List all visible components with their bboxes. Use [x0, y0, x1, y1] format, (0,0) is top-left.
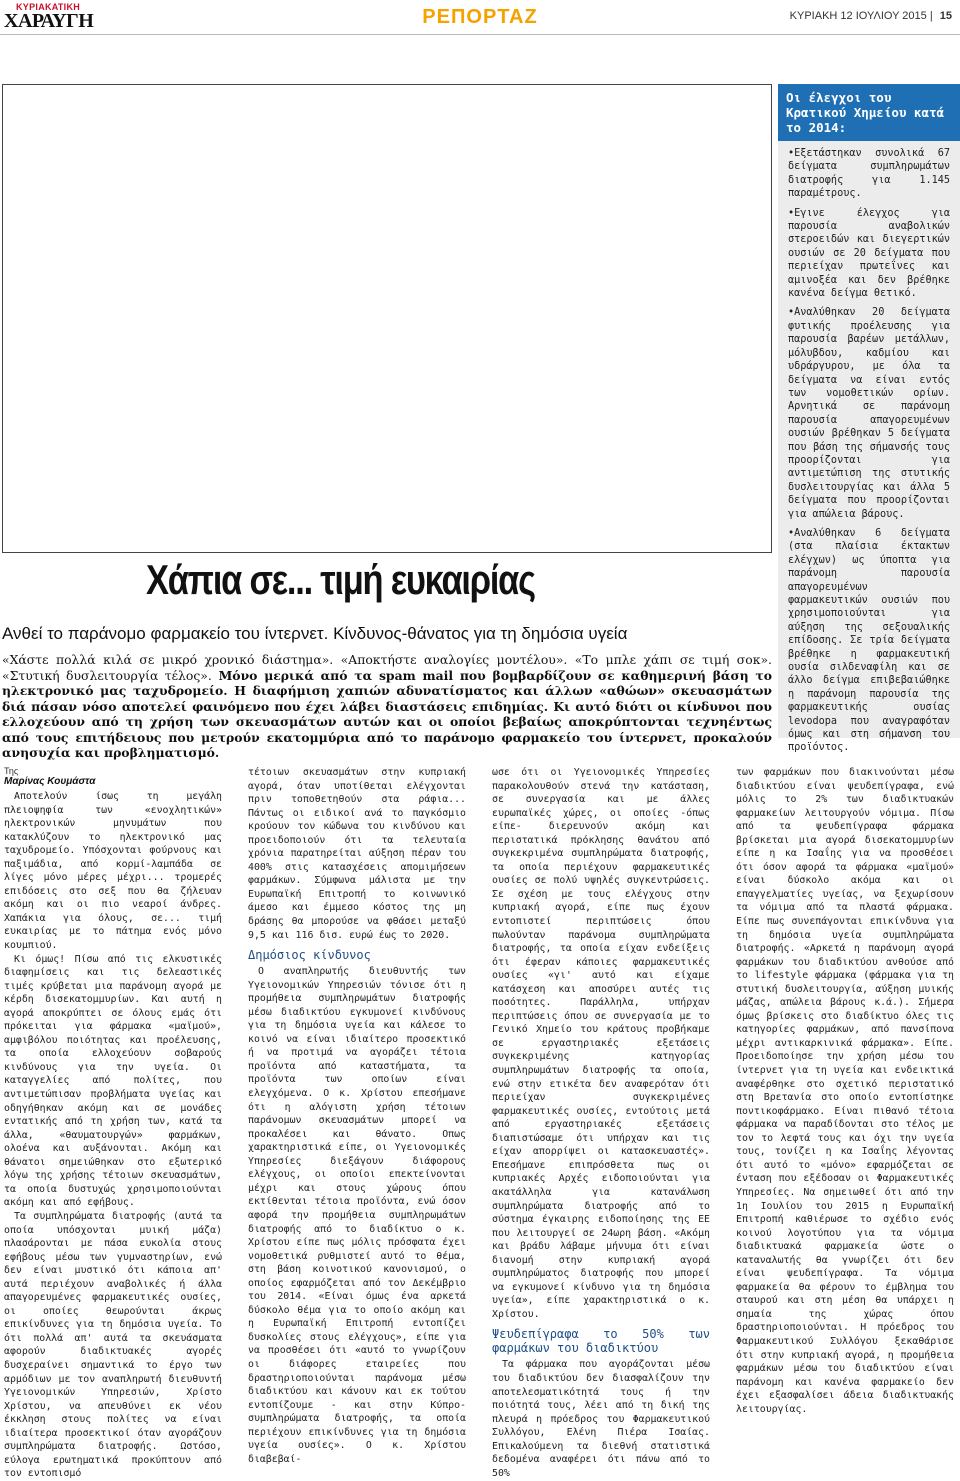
- newspaper-logo[interactable]: [2, 2, 94, 32]
- article-headline: Χάπια σε... τιμή ευκαιρίας: [146, 556, 535, 603]
- paragraph: Ο αναπληρωτής διευθυντής των Υγειονομικών Υπηρεσιών τόνισε ότι η προμήθεια συμπληρωμάτων διατροφής μέσω διαδικτύου εγκυμονεί κινδύνους για τη δημόσια υγεία και κάλεσε το κοινό να είναι ιδιαίτερο προσεκτικό ή να προτιμά να αγοράζει τέτοια προϊόντα από καταστήματα, τα προϊόντα των οποίων είναι ελεγχόμενα. Ο κ. Χρίστου επεσήμανε ότι η αλόγιστη χρήση τέτοιων παράνομων σκευασμάτων μπορεί να προκαλέσει και θάνατο. Οπως χαρακτηριστικά είπε, οι Υγειονομικές Υπηρεσίες διεξάγουν διάφορους ελέγχους, οι οποίοι επεκτείνονται μέχρι και στους χώρους όπου εκτίθενται τέτοια προϊόντα, ενώ όσον αφορά την προμήθεια συμπληρωμάτων διατροφής από το διαδίκτυο ο κ. Χρίστου είπε πως μόλις πρόσφατα έχει νομοθετικά ρυθμιστεί αυτό το θέμα, στη βάση κοινοτικού κανονισμού, ο οποίος εφαρμόζεται από τον Δεκέμβριο του 2014. «Είναι όμως ένα αρκετά δύσκολο θέμα για το οποίο ακόμη και η Ευρωπαϊκή Επιτροπή εντοπίζει δυσκολίες στους ελέγχους», είπε για να προσθέσει ότι «αυτό το γνωρίζουν οι διάφορες εταιρείες που δραστηριοποιούνται παράνομα μέσω διαδικτύου και κάνουν και εκ τούτου εντοπίζουμε - και στην Κύπρο- συμπληρώματα διατροφής, τα οποία περιέχουν επικίνδυνες για τη δημόσια υγεία ουσίες». Ο κ. Χρίστου διαβεβαί-: [248, 966, 466, 1465]
- section-subheading: Δημόσιος κίνδυνος: [248, 948, 371, 963]
- paragraph: Κι όμως! Πίσω από τις ελκυστικές διαφημίσεις και τις δελεαστικές τιμές κρύβεται μια παράνομη αγορά με κέρδη δισεκατομμυρίων. Και αυτή η αγορά αποκρύπτει σε όλους εμάς ότι πρόκειται για φάρμακα «μαϊμού», αμφιβόλου ποιότητας και προέλευσης, τα οποία ελλοχεύουν σοβαρούς κινδύνους για την υγεία. Οι καταγγελίες από πολίτες, που αντιμετώπισαν προβλήματα υγείας και οδηγήθηκαν ακόμη και σε μονάδες εντατικής από τη χρήση των, κατά τα άλλα, «θαυματουργών» φαρμάκων, ολοένα και αυξάνονται. Ακόμη και θάνατοι σημειώθηκαν στο εξωτερικό λόγω της χρήσης τέτοιων σκευασμάτων, τα οποία δυστυχώς χρησιμοποιούνται ακόμη και από εφήβους.: [4, 953, 222, 1209]
- issue-date: ΚΥΡΙΑΚΗ 12 ΙΟΥΛΙΟΥ 2015: [789, 10, 927, 22]
- paragraph: Αποτελούν ίσως τη μεγάλη πλειοψηφία των «ενοχλητικών» ηλεκτρονικών μηνυμάτων που κατακλύζουν το ηλεκτρονικό μας ταχυδρομείο. Υπόσχονται φούρνους και παξιμάδια, από κορμί-λαμπάδα σε λίγες μόνο μέρες μέχρι... τρομερές επιδόσεις στο σεξ που θα ζήλευαν ακόμη και οι πιο νεαροί άνδρες. Χαπάκια για όλους, σε... τιμή ευκαιρίας με το πάτημα ενός μόνο κουμπιού.: [4, 791, 222, 952]
- article-column-1: [4, 766, 222, 1480]
- date-separator: |: [929, 10, 933, 22]
- sidebar-item: •Εγινε έλεγχος για παρουσία αναβολικών στεροειδών και διεγερτικών ουσιών σε 20 δείγματα που περιείχαν πρωτεΐνες και αμινοξέα και δεν βρέθηκε κανένα δείγμα θετικό.: [788, 207, 950, 300]
- paragraph: Τα συμπληρώματα διατροφής (αυτά τα οποία υπόσχονται μυική μάζα) πλασάρονται με πάσα ευκολία στους εφήβους μέσω των γυμναστηρίων, ενώ δεν είναι μυστικό ότι κάποια απ' αυτά περιέχουν αναβολικές ή άλλα απαγορευμένες φαρμακευτικές ουσίες, οι οποίες θεωρούνται άκρως επικίνδυνες για τη δημόσια υγεία. Το ότι πολλά απ' αυτά τα σκευάσματα αφορούν διαδικτυακές αγορές δυσχεραίνει σημαντικά το έργο των αρμόδιων με τον αναπληρωτή διευθυντή Υγειονομικών Υπηρεσιών, Χρίστο Χρίστου, να απευθύνει εκ νέου έκκληση στους πολίτες να είναι ιδιαίτερα προσεκτικοί όταν αγοράζουν συμπληρώματα διατροφής. Ωστόσο, εύλογα ερωτηματικά προκύπτουν από τον εντοπισμό: [4, 1210, 222, 1480]
- section-title: ΡΕΠΟΡΤΑΖ: [422, 6, 538, 28]
- paragraph: τέτοιων σκευασμάτων στην κυπριακή αγορά, όταν υποτίθεται ελέγχονται πριν τοποθετηθούν στα ράφια... Πάντως οι ειδικοί ανά το παγκόσμιο κρούουν τον κώδωνα του κινδύνου και προειδοποιούν ότι τα τελευταία χρόνια παρατηρείται αύξηση πέραν του 400% στις κατασχέσεις απομιμήσεων φαρμάκων. Σύμφωνα μάλιστα με την Ευρωπαϊκή Επιτροπή το κοινωνικό άμεσο και έμμεσο κόστος της μη δράσης θα μπορούσε να φθάσει μεταξύ 9,5 και 116 δισ. ευρώ έως το 2020.: [248, 767, 466, 941]
- article-column-4: [736, 766, 954, 1415]
- byline-label: Της: [4, 766, 19, 776]
- sidebar-item: •Αναλύθηκαν 6 δείγματα (στα πλαίσια έκτακτων ελέγχων) ως ύποπτα για παράνομη παρουσία απαγορευμένων φαρμακευτικών ουσιών που χρησιμοποιούνται για αύξηση της σεξουαλικής επίδοσης. Σε τρία δείγματα βρέθηκε η φαρμακευτική ουσία σιλδεναφίλη και σε άλλο δείγμα επιβεβαιώθηκε η παράνομη παρουσία της φαρμακευτικής ουσίας levodopa που αναγραφόταν όμως και στη σήμανση του προϊόντος.: [788, 527, 950, 754]
- lead-quotes: «Χάστε πολλά κιλά σε μικρό χρονικό διάστημα». «Αποκτήστε αναλογίες μοντέλου». «Το μπλε χάπι σε τιμή σοκ». «Στυτική δυσλειτουργία τέλος».: [2, 652, 772, 683]
- paragraph: των φαρμάκων που διακινούνται μέσω διαδικτύου είναι ψευδεπίγραφα, ενώ μόλις το 2% των διαδικτυακών φαρμακείων λειτουργούν νόμιμα. Πίσω από τα ψευδεπίγραφα φάρμακα βρίσκεται μια αγορά δισεκατομμυρίων είπε η κα Ισαΐης για να προσθέσει ότι όσον αφορά τα φάρμακα «μαϊμού» είναι δύσκολο ακόμα και οι επαγγελματίες υγείας, να ξεχωρίσουν τα νόμιμα από τα πλαστά φάρμακα. Είπε πως συνεπάγονται επικίνδυνα για τη δημόσια υγεία συμπληρώματα διατροφής. «Αρκετά η παράνομη αγορά φαρμάκων του διαδικτύου ανθούσε από το lifestyle φάρμακα (φάρμακα για τη στυτική δυσλειτουργία, αύξηση μυικής μάζας, απώλεια βάρους κ.ά.). Σήμερα όμως βρίσκεις στο διαδίκτυο όλες τις κατηγορίες φαρμάκων, από πανσίπονα μέχρι αντικαρκινικά φάρμακα». Είπε. Προειδοποίησε την χρήση μέσω του ίντερνετ για τη υγεία και ενδεικτικά αναφέρθηκε στο σχετικό περιστατικό στη Βρετανία στο οποίο εντοπίστηκε ποντικοφάρμακο. Είναι πιθανό τέτοια φάρμακα να παραδίδονται στο τέλος με τον το λεφτά τους και όχι την υγεία τους, τονίζει η κα Ισαΐης λέγοντας ότι αυτό το «μόνο» εφαρμόζεται σε ένταση που εξέδοσαν οι Φαρμακευτικές Υπηρεσίες. Να σημειωθεί ότι από την 1η Ιουλίου του 2015 η Ευρωπαϊκή Επιτροπή καθιέρωσε το σχέδιο ενός κοινού λογοτύπου για τα νόμιμα διαδικτυακά φαρμακεία ώστε ο καταναλωτής θα γνωρίζει ότι δεν είναι ψευδεπίγραφα. Τα νόμιμα φαρμακεία θα φέρουν το έμβλημα του σταυρού και στη μέση θα υπάρχει η σημαία της χώρας όπου δραστηριοποιούνται. Η πρόεδρος του Φαρμακευτικού Συλλόγου ξεκαθάρισε ότι στην κυπριακή αγορά, η προμήθεια φαρμάκων μέσω του διαδικτύου είναι παράνομη και κανένα φαρμακείο δεν έχει εξασφαλίσει άδεια διαδικτυακής λειτουργίας.: [736, 767, 954, 1415]
- paragraph: ωσε ότι οι Υγειονομικές Υπηρεσίες παρακολουθούν στενά την κατάσταση, σε συνεργασία και με άλλες ευρωπαϊκές χώρες, οι οποίες -όπως είπε- διερευνούν ακόμη και περιστατικά πρόκλησης θανάτου από συγκεκριμένα συμπληρώματα διατροφής, τα οποία περιέχουν φαρμακευτικές ουσίες σε πολύ υψηλές συγκεντρώσεις. Σε σχέση με τους ελέγχους στην κυπριακή αγορά, είπε πως έχουν εντοπιστεί περιπτώσεις όπου πωλούνταν παράνομα συμπληρώματα διατροφής, τα οποία είχαν ενδείξεις ότι έφεραν κάποιες φαρμακευτικές ουσίες «γι' αυτό και είχαμε κατάσχεση και αποσύρει αυτές τις ποσότητες. Παράλληλα, υπήρχαν περιπτώσεις όπου σε συνεργασία με το Γενικό Χημείο του κράτους προβήκαμε σε εργαστηριακές εξετάσεις συγκεκριμένης κατηγορίας συμπληρωμάτων διατροφής τα οποία, ενώ στην ετικέτα δεν αναφερόταν ότι περιείχαν συγκεκριμένες φαρμακευτικές ουσίες, εντούτοις μετά από εργαστηριακές εξετάσεις διαπιστώσαμε ότι υπήρχαν και τις είχαν απορρίψει οι κατασκευαστές». Επεσήμανε επιπρόσθετα πως οι κυπριακές Αρχές ειδοποιούνται για ακατάλληλα για κατανάλωση συμπληρώματα διατροφής από το σύστημα έγκαιρης ειδοποίησης της ΕΕ που λειτουργεί σε 24ωρη βάση. «Ακόμη και βράδυ λάβαμε μήνυμα ότι είναι διανομή στην κυπριακή αγορά συμπληρώματος διατροφής που μπορεί να εγκυμονεί κίνδυνο για τη δημόσια υγεία», είπε χαρακτηριστικά ο κ. Χρίστου.: [492, 767, 710, 1320]
- sidebar-box: [778, 84, 960, 754]
- article-lead: [2, 652, 772, 761]
- sidebar-item: •Αναλύθηκαν 20 δείγματα φυτικής προέλευσης για παρουσία βαρέων μετάλλων, μόλυβδου, καδμίου και υδράργυρου, με όλα τα δείγματα να είναι εντός των νομοθετικών ορίων. Αρνητικά σε παράνομη παρουσία απαγορευμένων ουσιών βρέθηκαν 5 δείγματα που βάση της σήμανσής τους προορίζονται για αντιμετώπιση της στυτικής δυσλειτουργίας και άλλα 5 δείγματα που προορίζονται για απώλεια βάρους.: [788, 307, 950, 520]
- issue-date-line: [790, 10, 952, 22]
- byline-author: Μαρίνας Κουμάστα: [4, 776, 96, 787]
- masthead: [0, 0, 960, 34]
- sidebar-item: •Εξετάστηκαν συνολικά 67 δείγματα συμπληρωμάτων διατροφής για 1.145 παραμέτρους.: [788, 148, 950, 200]
- sidebar-title: Οι έλεγχοι του Κρατικού Χημείου κατά το 2014:: [778, 84, 960, 141]
- article-subheadline: Ανθεί το παράνομο φαρμακείο του ίντερνετ. Κίνδυνος-θάνατος για τη δημόσια υγεία: [2, 624, 628, 643]
- sidebar-list: [778, 141, 960, 755]
- page-number: 15: [939, 10, 952, 22]
- logo-tagline: ΚΥΡΙΑΚΑΤΙΚΗ: [16, 2, 81, 12]
- article-column-2: [248, 766, 466, 1465]
- paragraph: Τα φάρμακα που αγοράζονται μέσω του διαδικτύου δεν διασφαλίζουν την αποτελεσματικότητά τους ή την ποιότητά τους, λέει από τη δική της πλευρά η πρόεδρος του Φαρμακευτικού Συλλόγου, Ελένη Πιέρα Ισαίας. Επικαλούμενη τα διεθνή στατιστικά δεδομένα αναφέρει ότι πάνω από το 50%: [492, 1359, 710, 1479]
- header-rule: [0, 34, 960, 35]
- article-column-3: [492, 766, 710, 1479]
- section-subheading: Ψευδεπίγραφα το 50% των φαρμάκων του διαδικτύου: [492, 1327, 710, 1356]
- lead-body: Μόνο μερικά από τα spam mail που βομβαρδίζουν σε καθημερινή βάση το ηλεκτρονικό μας ταχυδρομείο. Η διαφήμιση χαπιών αδυνατίσματος και άλλων «αθώων» σκευασμάτων διά πάσαν νόσο αποτελεί φαινόμενο που έχει λάβει διαστάσεις επιδημίας. Κι αυτό διότι οι κίνδυνοι που ελλοχεύουν από τη χρήση των σκευασμάτων αυτών και οι οποίοι βεβαίως αποκρύπτονται τεχνηέντως από τους επιτήδειους που μετρούν εκατομμύρια από το παράνομο φαρμακείο του ίντερνετ, προκαλούν ανησυχία και προβληματισμό.: [2, 667, 772, 760]
- article-image: [2, 84, 772, 553]
- logo-wordmark: ΧΑΡΑΥΓΗ: [4, 10, 94, 32]
